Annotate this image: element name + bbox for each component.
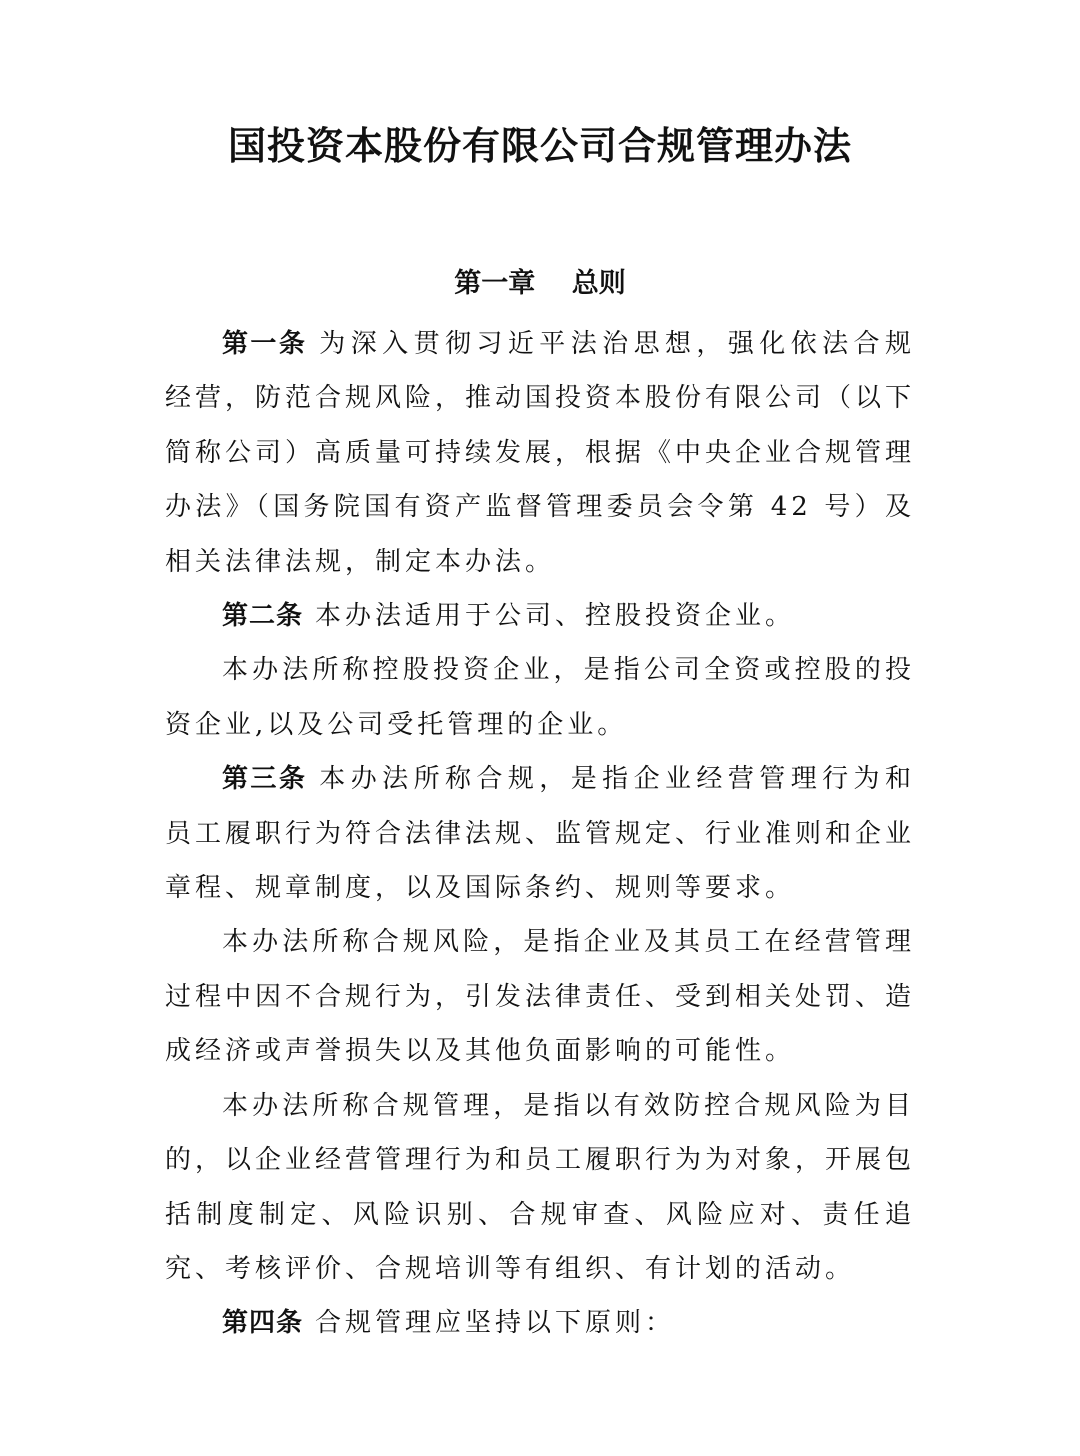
article-number: 第二条: [222, 601, 304, 632]
paragraph-text: 本办法所称合规风险，是指企业及其员工在经营管理过程中因不合规行为，引发法律责任、受到相关处罚、造成经济或声誉损失以及其他负面影响的可能性。: [165, 927, 916, 1067]
chapter-heading: 第一章 总则: [454, 268, 626, 299]
paragraph-article-3: [165, 752, 915, 915]
paragraph-text: 本办法适用于公司、控股投资企业。: [315, 601, 796, 632]
document-body: [165, 317, 915, 1351]
paragraph-text: 为深入贯彻习近平法治思想，强化依法合规经营，防范合规风险，推动国投资本股份有限公司（以下简称公司）高质量可持续发展，根据《中央企业合规管理办法》（国务院国有资产监督管理委员会令第 42 号）及相关法律法规，制定本办法。: [165, 329, 916, 577]
paragraph-text: 本办法所称控股投资企业，是指公司全资或控股的投资企业,以及公司受托管理的企业。: [165, 655, 915, 740]
paragraph: [165, 915, 915, 1078]
paragraph: [165, 643, 915, 752]
paragraph-text: 本办法所称合规，是指企业经营管理行为和员工履职行为符合法律法规、监管规定、行业准则和企业章程、规章制度，以及国际条约、规则等要求。: [165, 764, 916, 904]
article-number: 第三条: [222, 764, 308, 795]
article-number: 第一条: [222, 329, 308, 359]
paragraph: [165, 1079, 915, 1297]
article-number: 第四条: [222, 1308, 304, 1339]
paragraph-article-1: [165, 317, 915, 589]
paragraph-text: 本办法所称合规管理，是指以有效防控合规风险为目的，以企业经营管理行为和员工履职行为为对象，开展包括制度制定、风险识别、合规审查、风险应对、责任追究、考核评价、合规培训等有组织、有计划的活动。: [165, 1090, 916, 1284]
paragraph-text: 合规管理应坚持以下原则：: [315, 1308, 676, 1339]
paragraph-article-2: [165, 589, 915, 643]
document-title: 国投资本股份有限公司合规管理办法: [227, 124, 852, 168]
paragraph-article-4: [165, 1296, 915, 1350]
